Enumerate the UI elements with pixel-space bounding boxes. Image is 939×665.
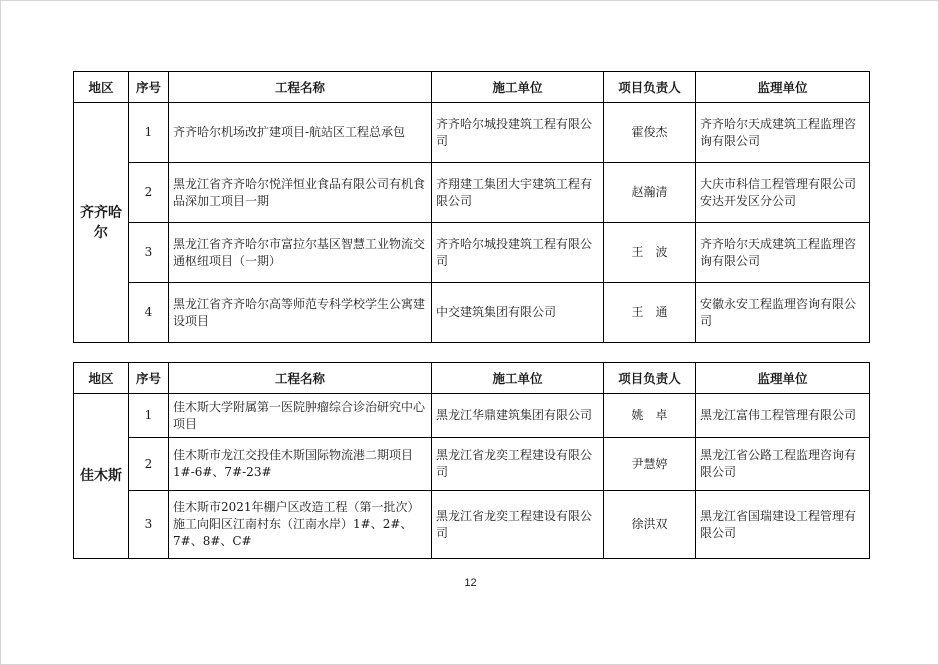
seq-cell: 3 xyxy=(129,223,169,283)
region-cell: 齐齐哈尔 xyxy=(74,103,129,343)
table-row xyxy=(74,394,870,438)
header-region: 地区 xyxy=(74,72,129,103)
region-cell: 佳木斯 xyxy=(74,394,129,559)
project-cell: 佳木斯市龙江交投佳木斯国际物流港二期项目1#-6#、7#-23# xyxy=(169,438,432,491)
table-row xyxy=(74,223,870,283)
manager-cell: 王 波 xyxy=(604,223,696,283)
supervisor-cell: 齐齐哈尔天成建筑工程监理咨询有限公司 xyxy=(696,223,870,283)
project-cell: 黑龙江省齐齐哈尔悦洋恒业食品有限公司有机食品深加工项目一期 xyxy=(169,163,432,223)
header-row xyxy=(74,72,870,103)
header-project: 工程名称 xyxy=(169,72,432,103)
manager-cell: 徐洪双 xyxy=(604,491,696,559)
table-row xyxy=(74,163,870,223)
supervisor-cell: 黑龙江省国瑞建设工程管理有限公司 xyxy=(696,491,870,559)
table-row xyxy=(74,103,870,163)
seq-cell: 4 xyxy=(129,283,169,343)
seq-cell: 3 xyxy=(129,491,169,559)
manager-cell: 赵瀚清 xyxy=(604,163,696,223)
header-seq: 序号 xyxy=(129,363,169,394)
header-contractor: 施工单位 xyxy=(432,72,604,103)
seq-cell: 1 xyxy=(129,394,169,438)
seq-cell: 2 xyxy=(129,438,169,491)
seq-cell: 2 xyxy=(129,163,169,223)
supervisor-cell: 黑龙江富伟工程管理有限公司 xyxy=(696,394,870,438)
header-row xyxy=(74,363,870,394)
header-contractor: 施工单位 xyxy=(432,363,604,394)
manager-cell: 霍俊杰 xyxy=(604,103,696,163)
contractor-cell: 齐齐哈尔城投建筑工程有限公司 xyxy=(432,223,604,283)
header-manager: 项目负责人 xyxy=(604,363,696,394)
table-row xyxy=(74,491,870,559)
manager-cell: 王 通 xyxy=(604,283,696,343)
manager-cell: 尹慧婷 xyxy=(604,438,696,491)
contractor-cell: 中交建筑集团有限公司 xyxy=(432,283,604,343)
contractor-cell: 黑龙江省龙奕工程建设有限公司 xyxy=(432,438,604,491)
project-cell: 佳木斯大学附属第一医院肿瘤综合诊治研究中心项目 xyxy=(169,394,432,438)
table-row xyxy=(74,283,870,343)
header-region: 地区 xyxy=(74,363,129,394)
page-number: 12 xyxy=(464,577,477,589)
manager-cell: 姚 卓 xyxy=(604,394,696,438)
header-seq: 序号 xyxy=(129,72,169,103)
seq-cell: 1 xyxy=(129,103,169,163)
header-supervisor: 监理单位 xyxy=(696,72,870,103)
supervisor-cell: 安徽永安工程监理咨询有限公司 xyxy=(696,283,870,343)
contractor-cell: 黑龙江省龙奕工程建设有限公司 xyxy=(432,491,604,559)
supervisor-cell: 齐齐哈尔天成建筑工程监理咨询有限公司 xyxy=(696,103,870,163)
header-project: 工程名称 xyxy=(169,363,432,394)
project-cell: 黑龙江省齐齐哈尔市富拉尔基区智慧工业物流交通枢纽项目（一期） xyxy=(169,223,432,283)
table-row xyxy=(74,438,870,491)
projects-table-qiqihar xyxy=(73,71,870,343)
project-cell: 黑龙江省齐齐哈尔高等师范专科学校学生公寓建设项目 xyxy=(169,283,432,343)
supervisor-cell: 黑龙江省公路工程监理咨询有限公司 xyxy=(696,438,870,491)
header-manager: 项目负责人 xyxy=(604,72,696,103)
project-cell: 齐齐哈尔机场改扩建项目-航站区工程总承包 xyxy=(169,103,432,163)
header-supervisor: 监理单位 xyxy=(696,363,870,394)
contractor-cell: 齐翔建工集团大宇建筑工程有限公司 xyxy=(432,163,604,223)
contractor-cell: 齐齐哈尔城投建筑工程有限公司 xyxy=(432,103,604,163)
project-cell: 佳木斯市2021年棚户区改造工程（第一批次）施工向阳区江南村东（江南水岸）1#、2#、7#、8#、C# xyxy=(169,491,432,559)
projects-table-jiamusi xyxy=(73,362,870,559)
supervisor-cell: 大庆市科信工程管理有限公司安达开发区分公司 xyxy=(696,163,870,223)
contractor-cell: 黑龙江华鼎建筑集团有限公司 xyxy=(432,394,604,438)
